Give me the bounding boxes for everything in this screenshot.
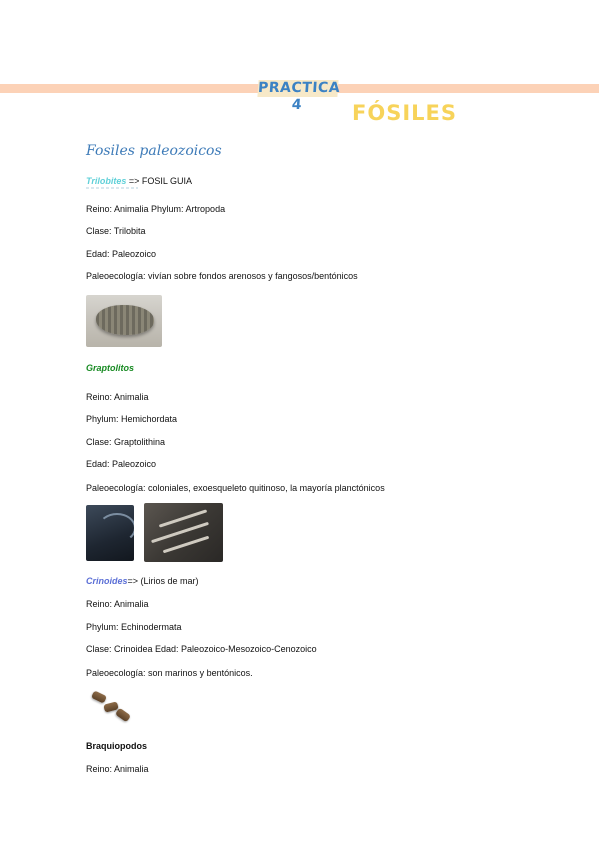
trilobites-reino: Reino: Animalia Phylum: Artropoda: [86, 204, 226, 214]
graptolite-photo-1: [86, 505, 134, 561]
trilobite-fossil-shape: [96, 305, 154, 335]
trilobites-edad: Edad: Paleozoico: [86, 249, 157, 259]
practice-label: PRACTICA 4: [257, 80, 341, 113]
trilobites-suffix: => FOSIL GUIA: [126, 176, 193, 186]
crinoid-stem-segment: [91, 690, 107, 703]
graptolitos-clase: Clase: Graptolithina: [86, 437, 166, 447]
graptolitos-reino: Reino: Animalia: [86, 392, 149, 402]
section-title: Fosiles paleozoicos: [86, 143, 222, 159]
graptolitos-phylum: Phylum: Hemichordata: [86, 414, 178, 424]
crinoides-suffix: => (Lirios de mar): [127, 576, 199, 586]
crinoides-phylum: Phylum: Echinodermata: [86, 622, 182, 632]
graptolite-curve-shape: [98, 513, 134, 543]
braquiopodos-reino: Reino: Animalia: [86, 764, 149, 774]
trilobites-name: Trilobites: [86, 176, 127, 186]
trilobites-clase: Clase: Trilobita: [86, 226, 146, 236]
braquiopodos-heading: [86, 740, 147, 752]
graptolitos-heading: [86, 362, 134, 374]
crinoid-photo: [88, 689, 134, 725]
graptolitos-edad: Edad: Paleozoico: [86, 459, 157, 469]
braquiopodos-name: Braquiopodos: [86, 741, 147, 751]
trilobites-paleoecologia: Paleoecología: vivían sobre fondos arenosos y fangosos/bentónicos: [86, 271, 358, 281]
graptolitos-name: Graptolitos: [86, 363, 135, 373]
trilobite-photo: [86, 295, 162, 347]
crinoides-clase: Clase: Crinoidea Edad: Paleozoico-Mesozoico-Cenozoico: [86, 644, 317, 654]
graptolite-stripe: [163, 536, 210, 554]
crinoides-paleoecologia: Paleoecología: son marinos y bentónicos.: [86, 668, 253, 678]
page-title: FÓSILES: [352, 101, 457, 125]
crinoides-reino: Reino: Animalia: [86, 599, 149, 609]
trilobites-underline-decoration: [86, 187, 138, 189]
trilobites-heading: [86, 175, 192, 187]
crinoid-stem-segment: [115, 708, 131, 723]
crinoides-heading: [86, 575, 199, 587]
crinoides-name: Crinoides: [86, 576, 128, 586]
graptolite-photo-2: [144, 503, 223, 562]
graptolitos-paleoecologia: Paleoecología: coloniales, exoesqueleto quitinoso, la mayoría planctónicos: [86, 483, 385, 493]
